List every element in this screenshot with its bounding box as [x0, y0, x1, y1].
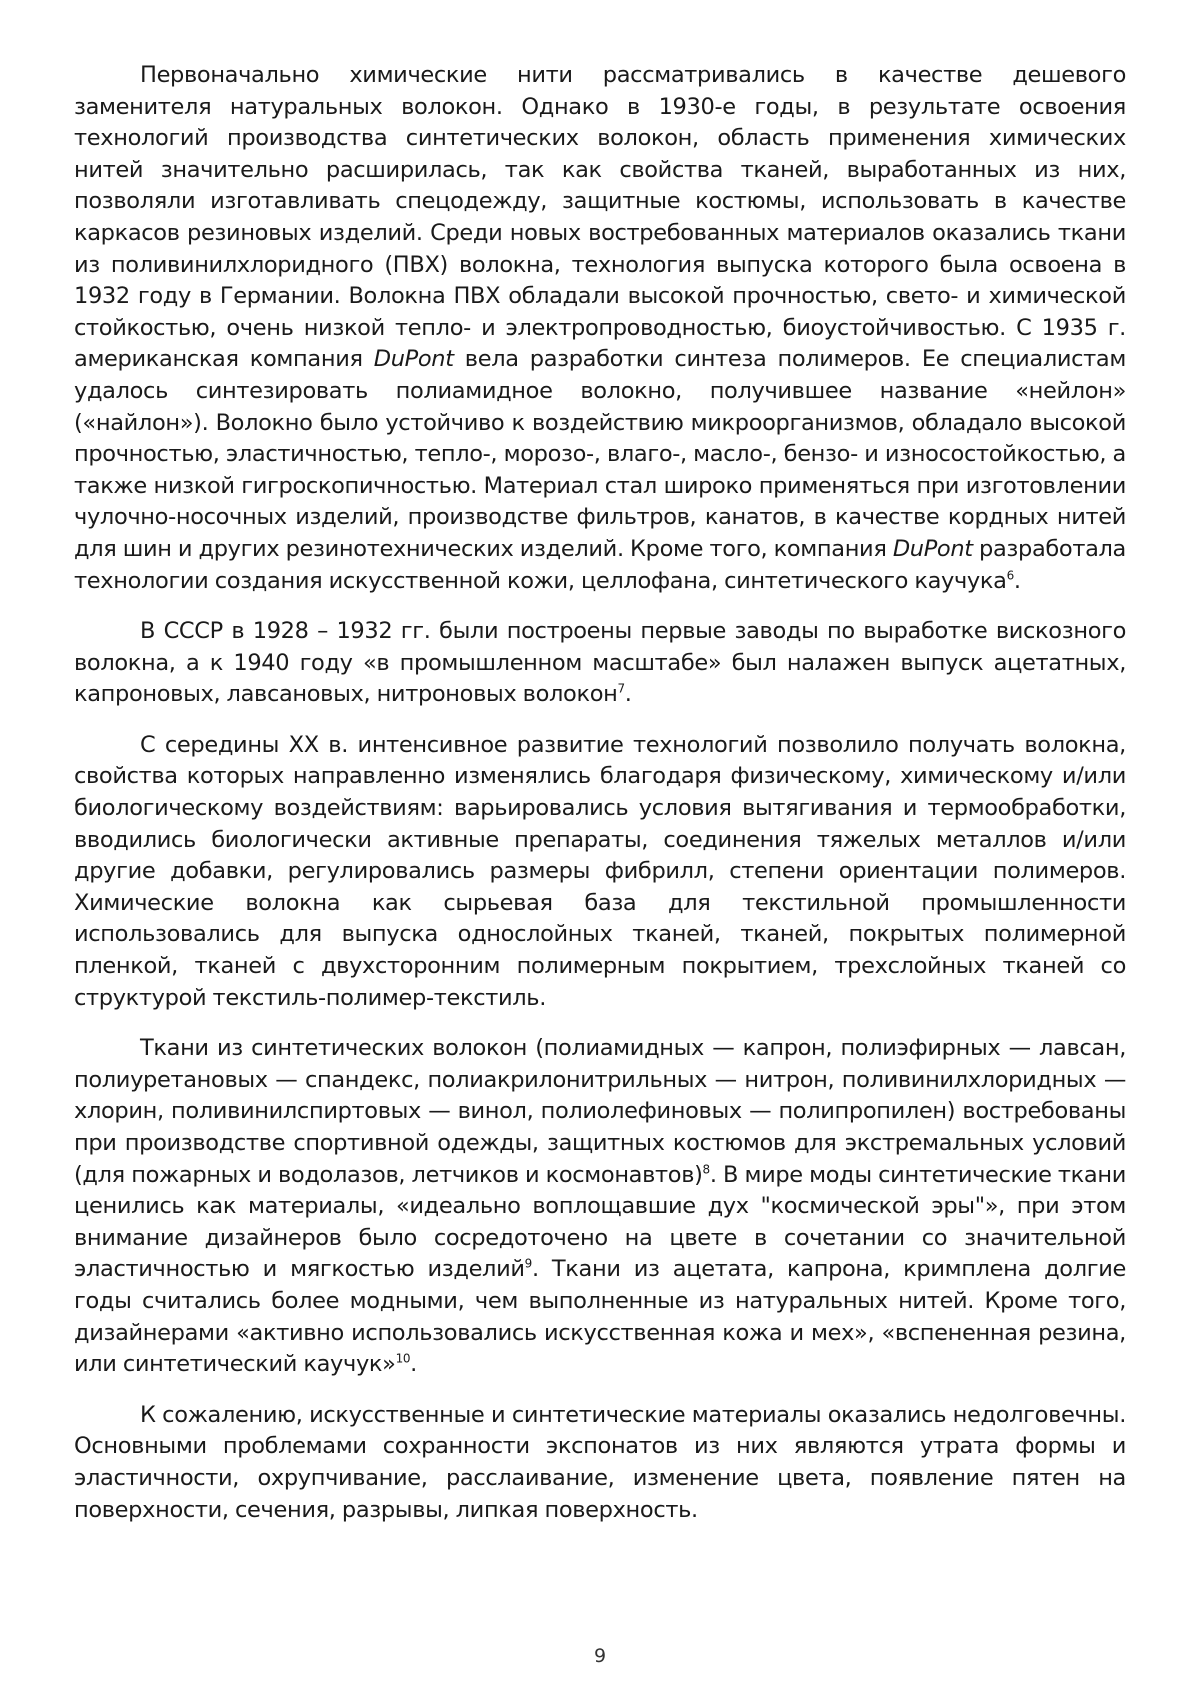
- paragraph-1-text-4: .: [1013, 567, 1021, 594]
- paragraph-5-text-1: К сожалению, искусственные и синтетические материалы оказались недолговечны. Основными проблемами сохранности экспонатов из них являются утрата формы и эластичности, охрупчивание, расслаивание, изменение цвета, появление пятен на поверхности, сечения, разрывы, липкая поверхность.: [74, 1401, 1126, 1523]
- paragraph-1-text-1: Первоначально химические нити рассматривались в качестве дешевого заменителя натуральных волокон. Однако в 1930-е годы, в результате освоения технологий производства синтетических волокон, область применения химических нитей значительно расширилась, так как свойства тканей, выработанных из них, позволяли изготавливать спецодежду, защитные костюмы, использовать в качестве каркасов резиновых изделий. Среди новых востребованных материалов оказались ткани из поливинилхлоридного (ПВХ) волокна, технология выпуска которого была освоена в 1932 году в Германии. Волокна ПВХ обладали высокой прочностью, свето- и химической стойкостью, очень низкой тепло- и электропроводностью, биоустойчивостью. С 1935 г. американская компания: [74, 62, 1126, 373]
- paragraph-1-text-3: разработала технологии создания искусственной кожи, целлофана, синтетического каучука: [74, 535, 1126, 594]
- paragraph-4-text-4: .: [410, 1351, 417, 1378]
- paragraph-3-text-1: С середины ХХ в. интенсивное развитие технологий позволило получать волокна, свойства которых направленно изменялись благодаря физическому, химическому и/или биологическому воздействиям: варьировались условия вытягивания и термообработки, вводились биологически активные препараты, соединения тяжелых металлов и/или другие добавки, регулировались размеры фибрилл, степени ориентации полимеров. Химические волокна как сырьевая база для текстильной промышленности использовались для выпуска однослойных тканей, тканей, покрытых полимерной пленкой, тканей с двухсторонним полимерным покрытием, трехслойных тканей со структурой текстиль-полимер-текстиль.: [74, 731, 1126, 1011]
- company-name-dupont: DuPont: [892, 535, 973, 562]
- document-body: [74, 60, 1126, 1545]
- paragraph-3: [74, 730, 1126, 1014]
- paragraph-4-text-3: . Ткани из ацетата, капрона, кримплена долгие годы считались более модными, чем выполненные из натуральных нитей. Кроме того, дизайнерами «активно использовались искусственная кожа и мех», «вспененная резина, или синтетический каучук»: [74, 1256, 1126, 1378]
- company-name-dupont: DuPont: [373, 346, 454, 373]
- paragraph-5: [74, 1400, 1126, 1526]
- footnote-ref-10: 10: [395, 1351, 411, 1366]
- paragraph-4: [74, 1033, 1126, 1381]
- footnote-ref-6: 6: [1006, 568, 1014, 582]
- footnote-ref-7: 7: [617, 681, 625, 696]
- paragraph-1-text-2: вела разработки синтеза полимеров. Ее специалистам удалось синтезировать полиамидное волокно, получившее название «нейлон» («найлон»). Волокно было устойчиво к воздействию микроорганизмов, обладало высокой прочностью, эластичностью, тепло-, морозо-, влаго-, масло-, бензо- и износостойкостью, а также низкой гигроскопичностью. Материал стал широко применяться при изготовлении чулочно-носочных изделий, производстве фильтров, канатов, в качестве кордных нитей для шин и других резинотехнических изделий. Кроме того, компания: [74, 346, 1126, 562]
- paragraph-1: [74, 60, 1126, 597]
- paragraph-2-text-2: .: [624, 681, 632, 708]
- footnote-ref-8: 8: [702, 1162, 710, 1177]
- footnote-ref-9: 9: [524, 1256, 532, 1271]
- paragraph-2: [74, 616, 1126, 711]
- paragraph-4-text-2: . В мире моды синтетические ткани ценились как материалы, «идеально воплощавшие дух "космической эры"», при этом внимание дизайнеров было сосредоточено на цвете в сочетании со значительной эластичностью и мягкостью изделий: [74, 1161, 1126, 1283]
- paragraph-2-text-1: В СССР в 1928 – 1932 гг. были построены первые заводы по выработке вискозного волокна, а к 1940 году «в промышленном масштабе» был налажен выпуск ацетатных, капроновых, лавсановых, нитроновых волокон: [74, 618, 1126, 708]
- page-number: 9: [593, 1645, 607, 1667]
- paragraph-4-text-1: Ткани из синтетических волокон (полиамидных — капрон, полиэфирных — лавсан, полиуретановых — спандекс, полиакрилонитрильных — нитрон, поливинилхлоридных — хлорин, поливинилспиртовых — винол, полиолефиновых — полипропилен) востребованы при производстве спортивной одежды, защитных костюмов для экстремальных условий (для пожарных и водолазов, летчиков и космонавтов): [74, 1035, 1126, 1188]
